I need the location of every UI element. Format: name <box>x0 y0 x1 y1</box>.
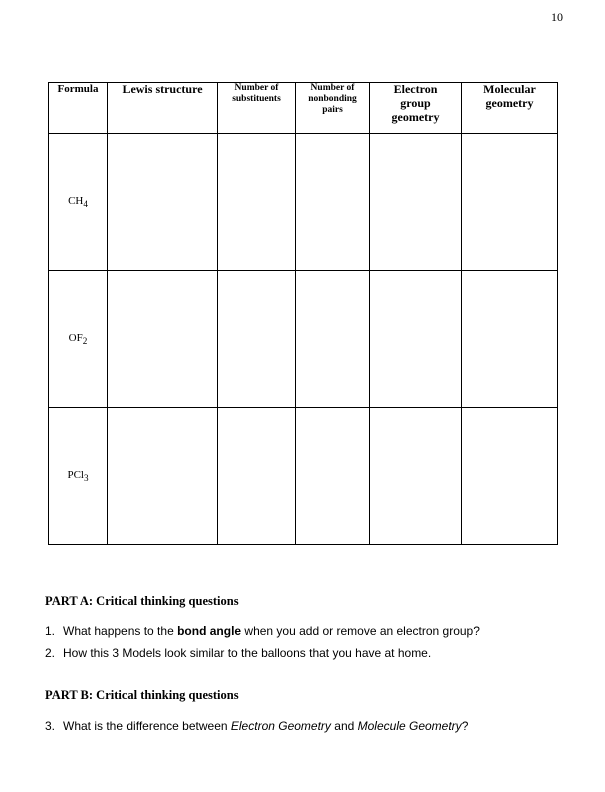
table-row <box>49 408 558 545</box>
lewis-structure-cell[interactable] <box>108 271 218 408</box>
electron-geometry-cell[interactable] <box>370 271 462 408</box>
part-b-heading: PART B: Critical thinking questions <box>45 688 239 702</box>
nonbonding-pairs-cell[interactable] <box>296 271 370 408</box>
header-number-of-nonbonding-pairs: Number of nonbonding pairs <box>296 83 370 134</box>
question-1: 1. What happens to the bond angle when you add or remove an electron group? <box>45 624 480 638</box>
substituents-cell[interactable] <box>218 271 296 408</box>
header-lewis-structure: Lewis structure <box>108 83 218 134</box>
lewis-structure-cell[interactable] <box>108 134 218 271</box>
vsepr-table <box>48 82 558 545</box>
part-a-heading: PART A: Critical thinking questions <box>45 594 239 608</box>
molecular-geometry-cell[interactable] <box>462 271 558 408</box>
molecular-geometry-cell[interactable] <box>462 408 558 545</box>
molecular-geometry-cell[interactable] <box>462 134 558 271</box>
header-formula: Formula <box>49 83 108 134</box>
electron-geometry-cell[interactable] <box>370 134 462 271</box>
lewis-structure-cell[interactable] <box>108 408 218 545</box>
header-electron-group-geometry: Electron group geometry <box>370 83 462 134</box>
formula-cell: PCl$_3$ <box>49 408 108 545</box>
table-row <box>49 134 558 271</box>
table-row <box>49 271 558 408</box>
header-molecular-geometry: Molecular geometry <box>462 83 558 134</box>
question-3: 3. What is the difference between Electron Geometry and Molecule Geometry? <box>45 719 469 733</box>
electron-geometry-cell[interactable] <box>370 408 462 545</box>
substituents-cell[interactable] <box>218 134 296 271</box>
page-number: 10 <box>551 10 563 24</box>
question-2: 2. How this 3 Models look similar to the balloons that you have at home. <box>45 646 432 660</box>
nonbonding-pairs-cell[interactable] <box>296 408 370 545</box>
table-header-row <box>49 83 558 134</box>
header-number-of-substituents: Number of substituents <box>218 83 296 134</box>
nonbonding-pairs-cell[interactable] <box>296 134 370 271</box>
formula-cell: $CH_4$ <box>49 134 108 271</box>
substituents-cell[interactable] <box>218 408 296 545</box>
formula-cell: $OF_2$ <box>49 271 108 408</box>
